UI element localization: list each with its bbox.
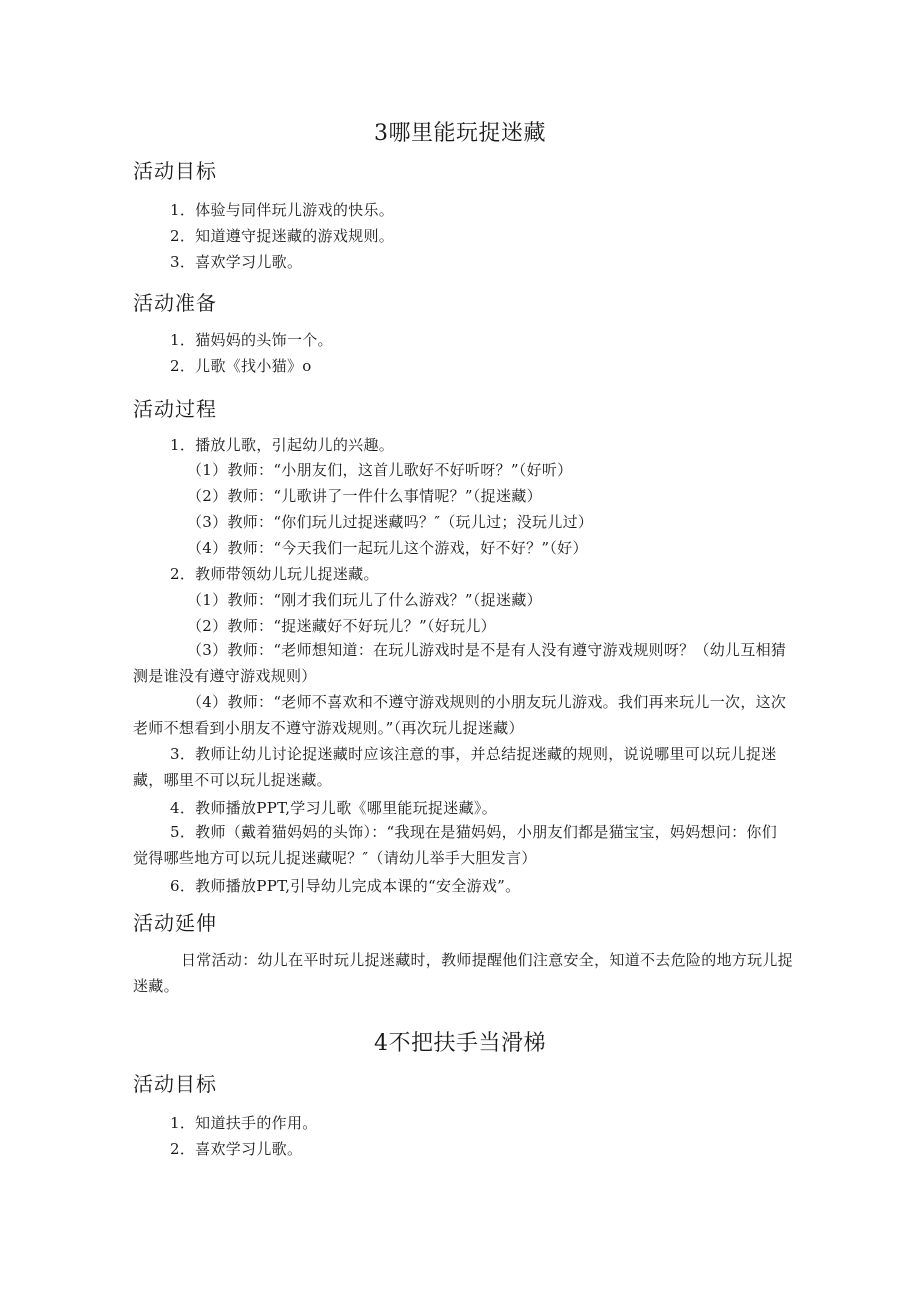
section-3-prep-heading: 活动准备 bbox=[133, 291, 217, 315]
process-step-6: 6．教师播放PPT,引导幼儿完成本课的“安全游戏”。 bbox=[170, 877, 521, 895]
section-3-goals-heading: 活动目标 bbox=[133, 159, 217, 183]
prep-item: 2．儿歌《找小猫》o bbox=[170, 357, 312, 375]
process-substep: （3）教师：“你们玩儿过捉迷藏吗？″（玩儿过；没玩儿过） bbox=[187, 513, 594, 531]
process-substep: （1）教师：“小朋友们，这首儿歌好不好听呀？”（好听） bbox=[187, 461, 573, 479]
section-3-extension-heading: 活动延伸 bbox=[133, 911, 217, 935]
process-substep: （4）教师：“今天我们一起玩儿这个游戏，好不好？”（好） bbox=[187, 539, 588, 557]
goal-item: 1．体验与同伴玩儿游戏的快乐。 bbox=[170, 201, 395, 219]
prep-item: 1．猫妈妈的头饰一个。 bbox=[170, 331, 333, 349]
process-substep: （2）教师：“儿歌讲了一件什么事情呢？”（捉迷藏） bbox=[187, 487, 542, 505]
process-substep: （2）教师：“捉迷藏好不好玩儿？”（好玩儿） bbox=[187, 617, 496, 635]
process-step-5: 5．教师（戴着猫妈妈的头饰）：“我现在是猫妈妈，小朋友们都是猫宝宝，妈妈想问：你们觉得哪些地方可以玩儿捉迷藏呢？″（请幼儿举手大胆发言） bbox=[133, 823, 778, 867]
process-substep-paragraph: （3）教师：“老师想知道：在玩儿游戏时是不是有人没有遵守游戏规则呀？（幼儿互相猜测是谁没有遵守游戏规则） bbox=[133, 641, 787, 685]
process-step-2: 2．教师带领幼儿玩儿捉迷藏。 bbox=[170, 565, 379, 583]
goal-item: 1．知道扶手的作用。 bbox=[170, 1114, 318, 1132]
section-4-title: 4不把扶手当滑梯 bbox=[374, 1031, 546, 1056]
process-step-3: 3．教师让幼儿讨论捉迷藏时应该注意的事，并总结捉迷藏的规则，说说哪里可以玩儿捉迷藏，哪里不可以玩儿捉迷藏。 bbox=[133, 745, 777, 789]
goal-item: 2．喜欢学习儿歌。 bbox=[170, 1140, 303, 1158]
section-3-title: 3哪里能玩捉迷藏 bbox=[374, 121, 546, 146]
goal-item: 2．知道遵守捉迷藏的游戏规则。 bbox=[170, 227, 395, 245]
process-substep-paragraph: （4）教师：“老师不喜欢和不遵守游戏规则的小朋友玩儿游戏。我们再来玩儿一次，这次老师不想看到小朋友不遵守游戏规则。”（再次玩儿捉迷藏） bbox=[133, 693, 787, 737]
process-step-4: 4．教师播放PPT,学习儿歌《哪里能玩捉迷藏》。 bbox=[170, 799, 497, 817]
process-step-1: 1．播放儿歌，引起幼儿的兴趣。 bbox=[170, 436, 395, 454]
extension-text: 日常活动：幼儿在平时玩儿捉迷藏时，教师提醒他们注意安全，知道不去危险的地方玩儿捉迷藏。 bbox=[133, 951, 794, 995]
section-4-goals-heading: 活动目标 bbox=[133, 1072, 217, 1096]
goal-item: 3．喜欢学习儿歌。 bbox=[170, 253, 303, 271]
process-substep: （1）教师：“刚才我们玩儿了什么游戏？”（捉迷藏） bbox=[187, 591, 542, 609]
section-3-process-heading: 活动过程 bbox=[133, 397, 217, 421]
